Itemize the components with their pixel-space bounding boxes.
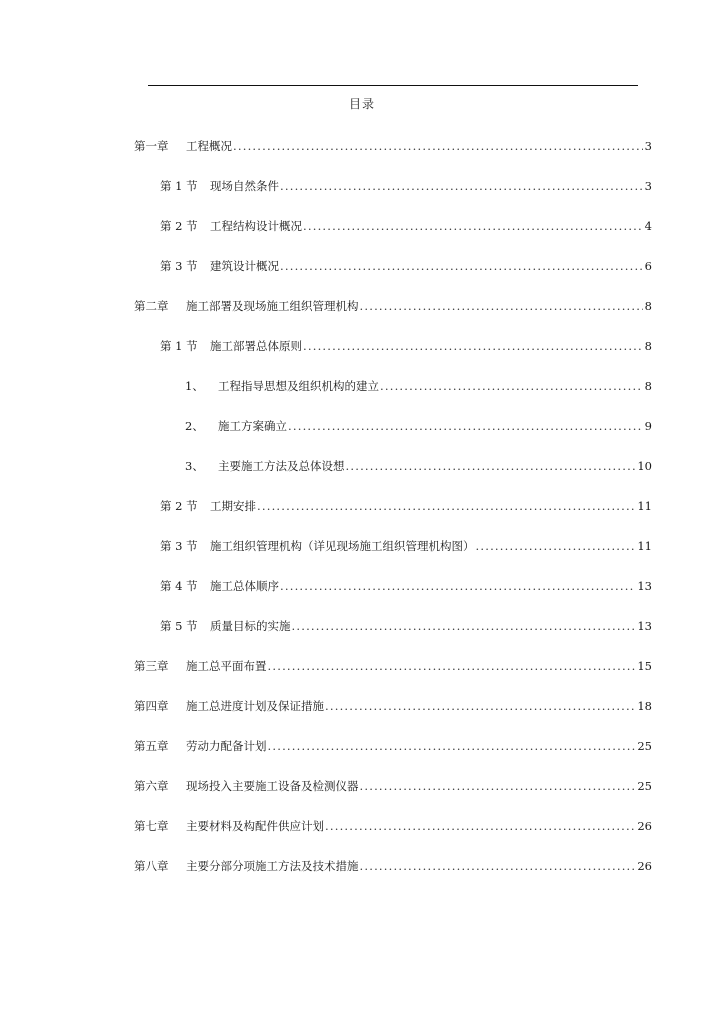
toc-entry-chapter-7[interactable] (134, 816, 652, 836)
toc-entry-number: 2、 (185, 419, 204, 433)
toc-entry-page: 11 (637, 499, 652, 513)
toc-entry-chapter-5[interactable] (134, 736, 652, 756)
toc-entry-number: 3、 (185, 459, 204, 473)
dot-leader (303, 336, 643, 356)
toc-entry-section[interactable] (160, 216, 652, 236)
toc-entry-number: 第六章 (134, 779, 169, 793)
toc-entry-title: 质量目标的实施 (210, 619, 291, 633)
dot-leader (292, 616, 636, 636)
dot-leader (360, 856, 636, 876)
toc-entry-number: 第 1 节 (160, 339, 198, 353)
toc-entry-title: 施工方案确立 (218, 419, 287, 433)
toc-entry-page: 26 (637, 819, 652, 833)
toc-entry-page: 11 (637, 539, 652, 553)
toc-entry-chapter-8[interactable] (134, 856, 652, 876)
toc-entry-page: 9 (644, 419, 652, 433)
toc-entry-title: 主要材料及构配件供应计划 (186, 819, 324, 833)
toc-entry-page: 4 (644, 219, 652, 233)
toc-entry-number: 第七章 (134, 819, 169, 833)
toc-entry-subsection[interactable] (185, 416, 652, 436)
toc-entry-page: 3 (644, 139, 652, 153)
toc-entry-number: 第四章 (134, 699, 169, 713)
toc-entry-title: 现场投入主要施工设备及检测仪器 (186, 779, 359, 793)
toc-entry-subsection[interactable] (185, 376, 652, 396)
toc-entry-title: 建筑设计概况 (210, 259, 279, 273)
dot-leader (476, 536, 636, 556)
toc-entry-number: 第八章 (134, 859, 169, 873)
toc-entry-page: 26 (637, 859, 652, 873)
toc-entry-number: 第 5 节 (160, 619, 198, 633)
toc-entry-chapter-2[interactable] (134, 296, 652, 316)
toc-entry-section[interactable] (160, 336, 652, 356)
toc-entry-chapter-3[interactable] (134, 656, 652, 676)
toc-entry-page: 8 (644, 299, 652, 313)
toc-entry-chapter-4[interactable] (134, 696, 652, 716)
toc-entry-subsection[interactable] (185, 456, 652, 476)
header-rule (148, 85, 638, 86)
dot-leader (360, 776, 636, 796)
toc-entry-section[interactable] (160, 176, 652, 196)
toc-entry-page: 25 (637, 779, 652, 793)
toc-entry-number: 第 4 节 (160, 579, 198, 593)
toc-entry-title: 施工总体顺序 (210, 579, 279, 593)
toc-entry-chapter-6[interactable] (134, 776, 652, 796)
dot-leader (268, 656, 636, 676)
dot-leader (325, 696, 635, 716)
toc-entry-page: 6 (644, 259, 652, 273)
toc-entry-title: 主要分部分项施工方法及技术措施 (186, 859, 359, 873)
toc-entry-number: 第 3 节 (160, 539, 198, 553)
dot-leader (303, 216, 643, 236)
toc-entry-title: 施工组织管理机构（详见现场施工组织管理机构图） (210, 539, 475, 553)
dot-leader (288, 416, 643, 436)
toc-entry-page: 8 (644, 339, 652, 353)
toc-entry-title: 施工部署总体原则 (210, 339, 302, 353)
dot-leader (280, 576, 635, 596)
toc-entry-page: 10 (637, 459, 652, 473)
toc-entry-page: 13 (637, 619, 652, 633)
dot-leader (268, 736, 636, 756)
toc-entry-page: 25 (637, 739, 652, 753)
toc-entry-number: 第 2 节 (160, 219, 198, 233)
toc-title: 目录 (348, 97, 375, 111)
toc-entry-section[interactable] (160, 256, 652, 276)
dot-leader (325, 816, 635, 836)
toc-entry-number: 1、 (185, 379, 204, 393)
toc-entry-title: 主要施工方法及总体设想 (218, 459, 345, 473)
toc-entry-number: 第 2 节 (160, 499, 198, 513)
toc-entry-title: 施工总平面布置 (186, 659, 267, 673)
toc-entry-page: 8 (644, 379, 652, 393)
toc-entry-title: 施工部署及现场施工组织管理机构 (186, 299, 359, 313)
dot-leader (233, 136, 643, 156)
toc-entry-title: 劳动力配备计划 (186, 739, 267, 753)
toc-entry-page: 3 (644, 179, 652, 193)
dot-leader (280, 256, 643, 276)
toc-entry-number: 第 3 节 (160, 259, 198, 273)
toc-entry-section[interactable] (160, 536, 652, 556)
toc-entry-number: 第五章 (134, 739, 169, 753)
toc-entry-title: 工期安排 (210, 499, 256, 513)
toc-entry-number: 第二章 (134, 299, 169, 313)
toc-entry-number: 第一章 (134, 139, 169, 153)
dot-leader (360, 296, 643, 316)
dot-leader (346, 456, 636, 476)
toc-entry-page: 13 (637, 579, 652, 593)
toc-entry-title: 现场自然条件 (210, 179, 279, 193)
dot-leader (257, 496, 635, 516)
toc-entry-section[interactable] (160, 496, 652, 516)
toc-entry-chapter-1[interactable] (134, 136, 652, 156)
toc-entry-page: 18 (637, 699, 652, 713)
toc-entry-number: 第 1 节 (160, 179, 198, 193)
toc-entry-number: 第三章 (134, 659, 169, 673)
toc-entry-title: 工程概况 (186, 139, 232, 153)
toc-entry-section[interactable] (160, 576, 652, 596)
toc-entry-title: 工程指导思想及组织机构的建立 (218, 379, 379, 393)
toc-entry-title: 施工总进度计划及保证措施 (186, 699, 324, 713)
toc-entry-page: 15 (637, 659, 652, 673)
dot-leader (380, 376, 643, 396)
dot-leader (280, 176, 643, 196)
toc-entry-section[interactable] (160, 616, 652, 636)
toc-entry-title: 工程结构设计概况 (210, 219, 302, 233)
